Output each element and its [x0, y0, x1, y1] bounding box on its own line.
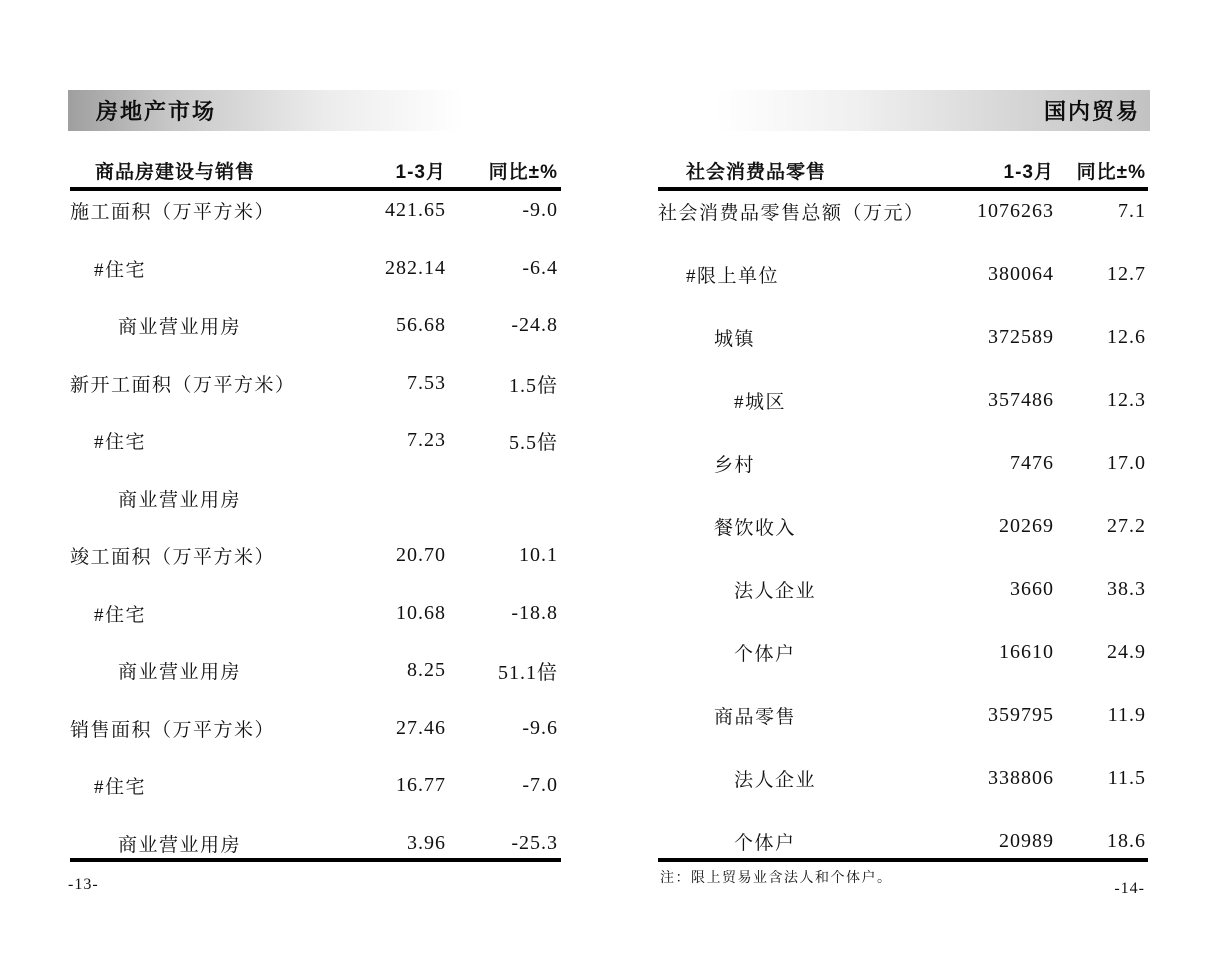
table-row — [658, 621, 1146, 684]
table-row — [658, 432, 1146, 495]
table-bottom-rule — [70, 858, 561, 862]
table-row — [658, 747, 1146, 810]
row-value-period: 359795 — [988, 704, 1054, 726]
table-header-yoy: 同比±% — [1076, 162, 1146, 183]
row-value-yoy: 12.7 — [1107, 263, 1146, 285]
section-domestic-trade — [656, 90, 1151, 930]
row-value-period: 3.96 — [407, 831, 446, 854]
table-row — [658, 810, 1146, 873]
row-value-yoy: -7.0 — [522, 774, 558, 797]
row-value-yoy: 17.0 — [1107, 452, 1146, 474]
row-label: #住宅 — [94, 604, 147, 626]
row-value-period: 8.25 — [407, 659, 446, 682]
row-value-period: 7.23 — [407, 429, 446, 452]
section-title: 房地产市场 — [96, 99, 217, 124]
row-value-yoy: -9.0 — [522, 199, 558, 222]
row-label: #限上单位 — [686, 266, 780, 287]
table-body — [658, 180, 1148, 873]
row-label: 施工面积（万平方米） — [70, 202, 276, 224]
row-label: 社会消费品零售总额（万元） — [658, 203, 925, 224]
row-value-yoy: -24.8 — [511, 314, 558, 337]
page-number: -14- — [1114, 880, 1145, 897]
row-value-yoy: 11.5 — [1107, 767, 1146, 789]
table-header-period: 1-3月 — [1003, 162, 1054, 183]
row-value-yoy: 27.2 — [1107, 515, 1146, 537]
row-value-period: 27.46 — [396, 716, 446, 739]
table-row — [658, 684, 1146, 747]
row-value-yoy: 1.5倍 — [509, 374, 558, 397]
table-header-label: 商品房建设与销售 — [95, 162, 256, 183]
row-value-yoy: 12.3 — [1107, 389, 1146, 411]
table-row — [70, 355, 558, 413]
section-title: 国内贸易 — [1043, 99, 1140, 124]
table-header-period: 1-3月 — [395, 162, 446, 183]
section-banner — [656, 90, 1150, 131]
table-row — [70, 700, 558, 758]
row-value-yoy: 51.1倍 — [498, 662, 558, 685]
row-value-period: 357486 — [988, 389, 1054, 411]
row-value-yoy: 11.9 — [1107, 704, 1146, 726]
table-row — [70, 642, 558, 700]
row-value-period: 16.77 — [396, 774, 446, 797]
table-bottom-rule — [658, 858, 1148, 862]
table-row — [658, 369, 1146, 432]
row-label: 商品零售 — [714, 707, 797, 728]
table-row — [658, 180, 1146, 243]
table-row — [70, 412, 558, 470]
row-label: #住宅 — [94, 259, 147, 281]
row-value-period: 16610 — [999, 641, 1054, 663]
row-value-yoy: -9.6 — [522, 716, 558, 739]
row-label: 商业营业用房 — [118, 489, 242, 511]
row-value-period: 20989 — [999, 830, 1054, 852]
row-label: 法人企业 — [734, 770, 817, 791]
page-number: -13- — [68, 876, 99, 893]
footnote: 注：限上贸易业含法人和个体户。 — [660, 871, 893, 886]
row-label: 个体户 — [734, 833, 796, 854]
row-value-period: 20269 — [999, 515, 1054, 537]
row-value-yoy: 5.5倍 — [509, 432, 558, 455]
row-label: 竣工面积（万平方米） — [70, 547, 276, 569]
table-header-yoy: 同比±% — [488, 162, 558, 183]
table-row — [70, 470, 558, 528]
row-value-period: 282.14 — [385, 256, 446, 279]
row-label: 乡村 — [714, 455, 756, 476]
row-value-yoy: 24.9 — [1107, 641, 1146, 663]
row-label: 新开工面积（万平方米） — [70, 374, 296, 396]
row-value-period: 20.70 — [396, 544, 446, 567]
row-value-yoy: -6.4 — [522, 256, 558, 279]
table-row — [658, 558, 1146, 621]
row-label: 个体户 — [734, 644, 796, 665]
row-value-period: 56.68 — [396, 314, 446, 337]
row-value-period: 7476 — [1010, 452, 1054, 474]
table-header-label: 社会消费品零售 — [686, 162, 827, 183]
row-label: 餐饮收入 — [714, 518, 797, 539]
row-value-yoy: 10.1 — [519, 544, 558, 567]
table-row — [70, 527, 558, 585]
row-label: 商业营业用房 — [118, 834, 242, 856]
table-row — [658, 306, 1146, 369]
row-label: 城镇 — [714, 329, 756, 350]
row-label: 销售面积（万平方米） — [70, 719, 276, 741]
row-value-period: 10.68 — [396, 601, 446, 624]
row-value-yoy: 7.1 — [1118, 200, 1146, 222]
row-value-yoy: 18.6 — [1107, 830, 1146, 852]
row-value-yoy: 38.3 — [1107, 578, 1146, 600]
row-value-period: 1076263 — [977, 200, 1054, 222]
row-label: 商业营业用房 — [118, 317, 242, 339]
row-value-period: 338806 — [988, 767, 1054, 789]
table-row — [70, 815, 558, 873]
table-row — [658, 495, 1146, 558]
section-real-estate — [68, 90, 563, 930]
row-value-period: 380064 — [988, 263, 1054, 285]
table-row — [658, 243, 1146, 306]
table-row — [70, 757, 558, 815]
row-value-yoy: -25.3 — [511, 831, 558, 854]
row-value-yoy: -18.8 — [511, 601, 558, 624]
section-banner — [68, 90, 562, 131]
row-value-yoy: 12.6 — [1107, 326, 1146, 348]
table-row — [70, 297, 558, 355]
table-body — [70, 182, 561, 872]
table-row — [70, 240, 558, 298]
row-value-period: 372589 — [988, 326, 1054, 348]
table-row — [70, 585, 558, 643]
row-label: 法人企业 — [734, 581, 817, 602]
row-label: #住宅 — [94, 432, 147, 454]
row-label: #城区 — [734, 392, 787, 413]
table-row — [70, 182, 558, 240]
row-label: 商业营业用房 — [118, 662, 242, 684]
row-label: #住宅 — [94, 777, 147, 799]
row-value-period: 421.65 — [385, 199, 446, 222]
row-value-period: 3660 — [1010, 578, 1054, 600]
row-value-period: 7.53 — [407, 371, 446, 394]
